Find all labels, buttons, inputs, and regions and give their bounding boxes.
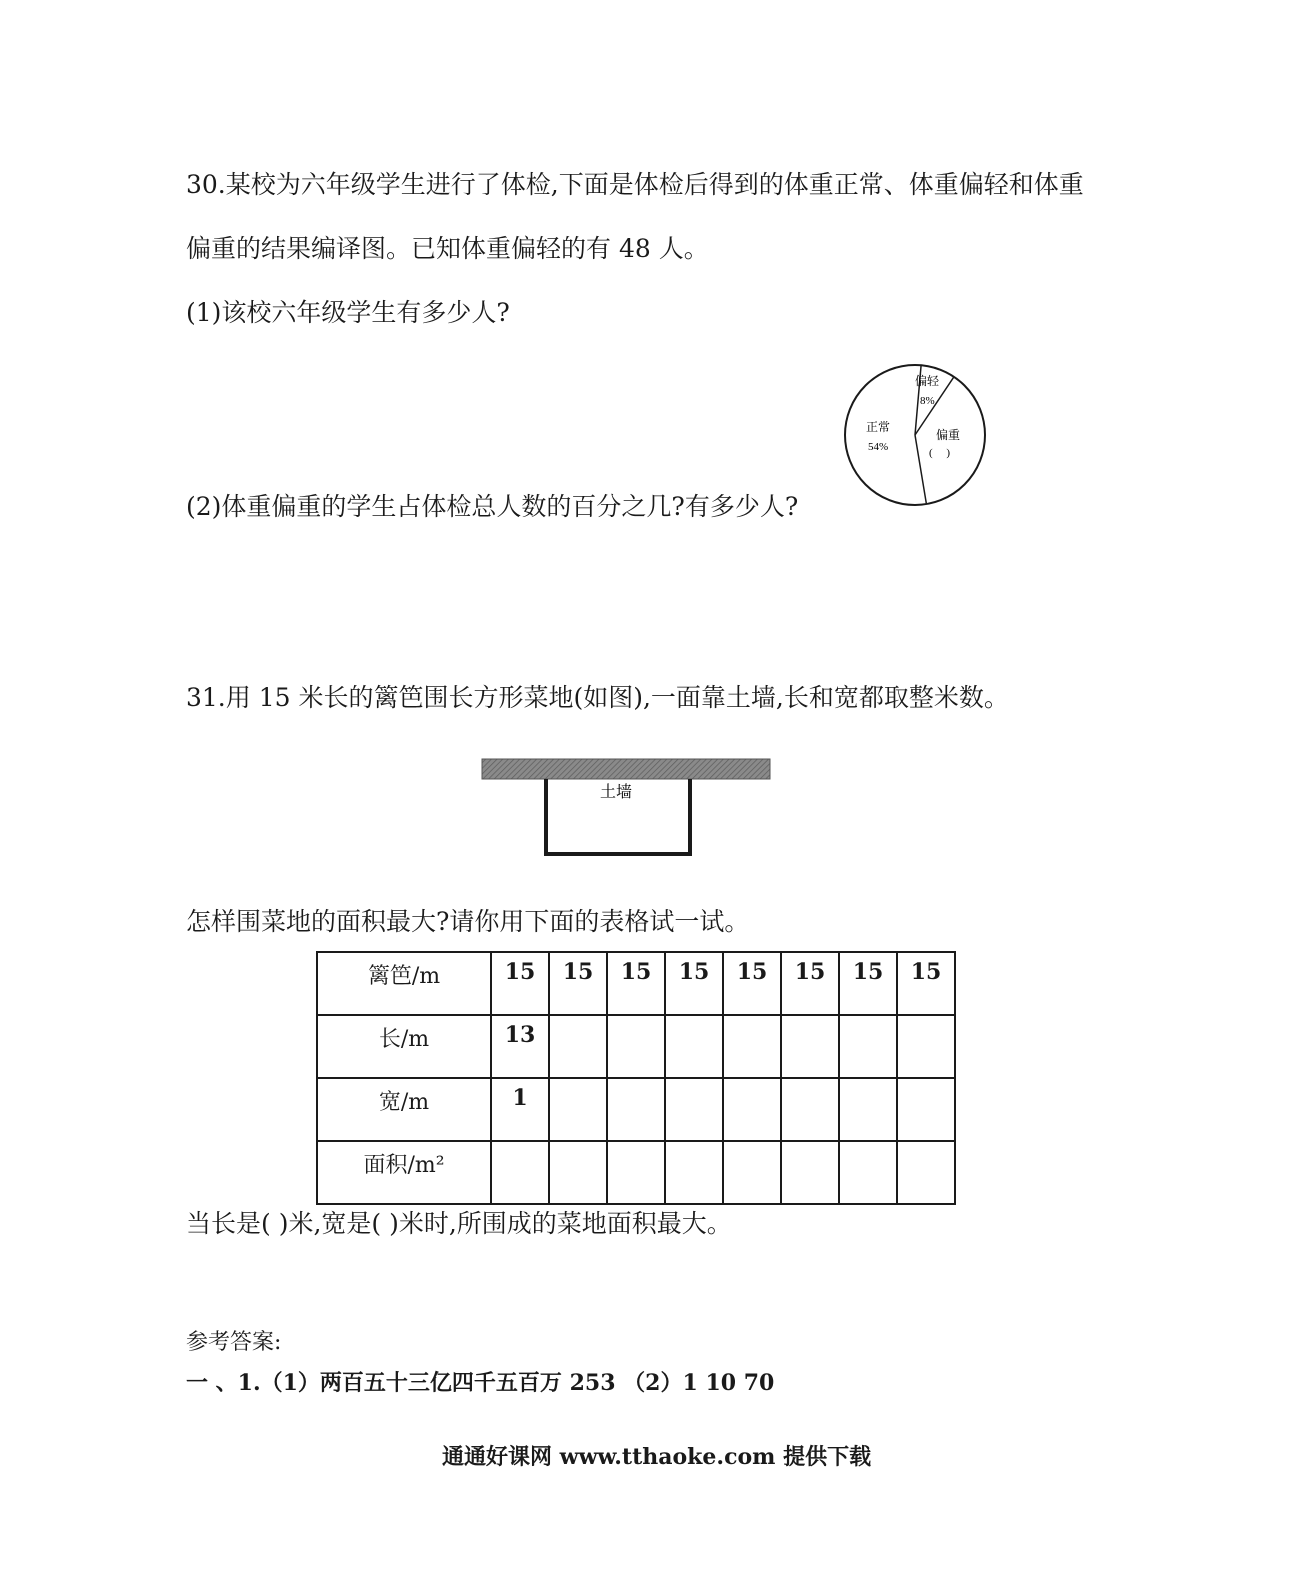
table-row <box>317 1015 955 1078</box>
wall-label: 土墙 <box>600 784 633 801</box>
q31-answer-line: 当长是( )米,宽是( )米时,所围成的菜地面积最大。 <box>186 1209 732 1238</box>
table-row <box>317 1141 955 1204</box>
table-cell <box>665 1078 723 1141</box>
row-header: 长/m <box>317 1015 491 1078</box>
table-cell <box>839 1141 897 1204</box>
table-cell <box>839 1078 897 1141</box>
trial-table <box>316 951 956 1205</box>
footer-text: 通通好课网 www.tthaoke.com 提供下载 <box>442 1444 872 1470</box>
table-cell: 15 <box>781 952 839 1015</box>
table-cell: 15 <box>491 952 549 1015</box>
table-cell <box>897 1141 955 1204</box>
table-row <box>317 1078 955 1141</box>
pie-blank-heavy: ( ) <box>929 447 951 459</box>
table-cell <box>665 1015 723 1078</box>
table-cell: 13 <box>491 1015 549 1078</box>
table-cell: 15 <box>665 952 723 1015</box>
table-cell <box>723 1141 781 1204</box>
q31-prompt: 怎样围菜地的面积最大?请你用下面的表格试一试。 <box>186 907 750 936</box>
q30-sub1: (1)该校六年级学生有多少人? <box>186 298 510 327</box>
table-cell <box>607 1141 665 1204</box>
q30-line2: 偏重的结果编译图。已知体重偏轻的有 48 人。 <box>186 234 709 263</box>
table-cell <box>665 1141 723 1204</box>
q30-sub2: (2)体重偏重的学生占体检总人数的百分之几?有多少人? <box>186 492 799 521</box>
earth-wall <box>482 759 770 779</box>
table-row <box>317 952 955 1015</box>
table-cell <box>897 1015 955 1078</box>
table-cell <box>607 1078 665 1141</box>
pie-label-heavy: 偏重 <box>936 428 961 442</box>
table-cell: 15 <box>549 952 607 1015</box>
table-cell <box>549 1078 607 1141</box>
answers-title: 参考答案: <box>186 1330 282 1355</box>
table-cell <box>723 1078 781 1141</box>
pie-pct-light: 8% <box>920 395 935 407</box>
table-cell <box>781 1078 839 1141</box>
table-cell: 15 <box>839 952 897 1015</box>
table-cell: 15 <box>723 952 781 1015</box>
pie-label-light: 偏轻 <box>915 374 940 388</box>
table-cell: 15 <box>897 952 955 1015</box>
table-cell <box>607 1015 665 1078</box>
table-cell <box>839 1015 897 1078</box>
pie-pct-normal: 54% <box>868 441 889 453</box>
q30-line1: 30.某校为六年级学生进行了体检,下面是体检后得到的体重正常、体重偏轻和体重 <box>186 170 1084 199</box>
table-cell <box>897 1078 955 1141</box>
row-header: 面积/m² <box>317 1141 491 1204</box>
row-header: 宽/m <box>317 1078 491 1141</box>
table-cell <box>491 1141 549 1204</box>
table-cell <box>549 1015 607 1078</box>
table-cell <box>781 1015 839 1078</box>
wall-garden-figure <box>478 755 778 865</box>
row-header: 篱笆/m <box>317 952 491 1015</box>
weight-pie-chart <box>840 360 990 510</box>
table-cell <box>723 1015 781 1078</box>
table-cell: 15 <box>607 952 665 1015</box>
answers-line1: 一 、1.（1）两百五十三亿四千五百万 253 （2）1 10 70 <box>186 1370 775 1396</box>
table-cell <box>549 1141 607 1204</box>
pie-label-normal: 正常 <box>866 420 891 434</box>
table-cell <box>781 1141 839 1204</box>
table-cell: 1 <box>491 1078 549 1141</box>
q31-line1: 31.用 15 米长的篱笆围长方形菜地(如图),一面靠土墙,长和宽都取整米数。 <box>186 683 1009 712</box>
